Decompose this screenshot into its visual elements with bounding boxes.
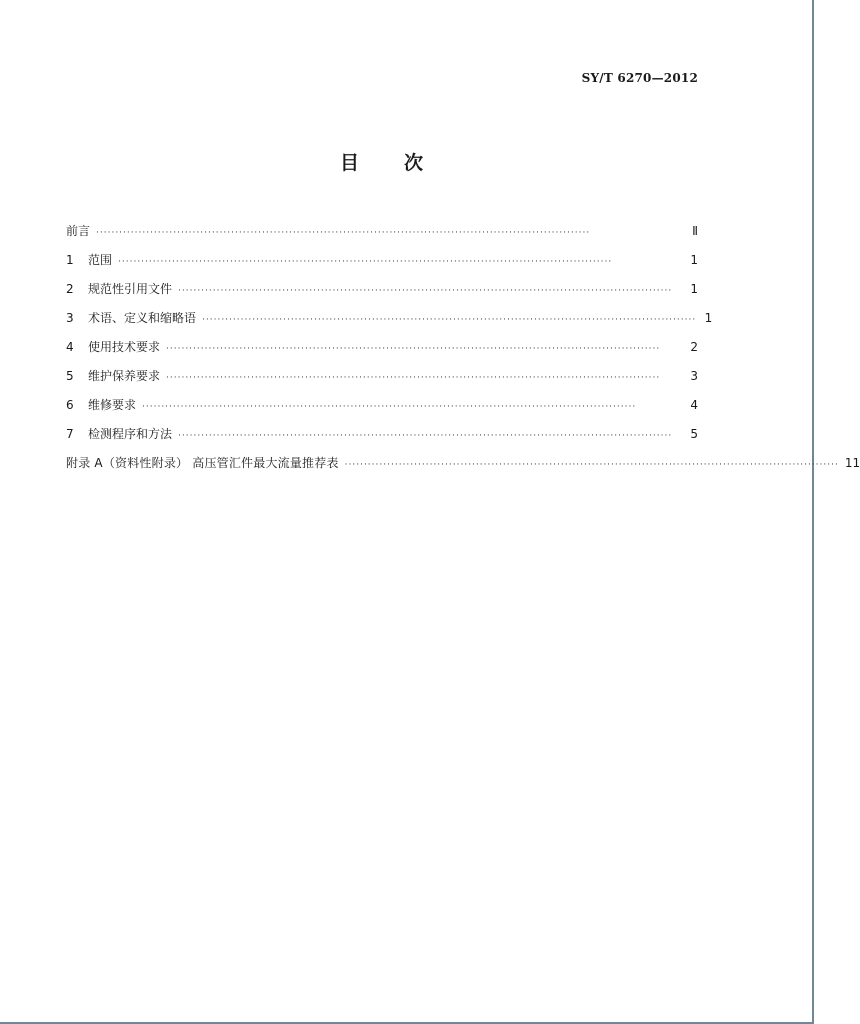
toc-title-char-1: 目: [340, 152, 360, 174]
toc-entry-3[interactable]: [66, 309, 713, 338]
toc-entry-page: 4: [690, 398, 698, 412]
toc-entry-label: 术语、定义和缩略语: [88, 311, 197, 325]
toc-entry-4[interactable]: [66, 338, 698, 367]
toc-entry-label: 检测程序和方法: [88, 427, 173, 441]
toc-entry-page: 1: [690, 253, 698, 267]
toc-entry-page: 1: [704, 311, 713, 325]
toc-entry-label: 维修要求: [88, 398, 137, 412]
toc-entry-page: 11: [844, 456, 860, 470]
toc-entry-number: 6: [66, 398, 74, 412]
toc-entry-number: 4: [66, 340, 74, 354]
table-of-contents: [66, 222, 860, 483]
toc-entry-label: 附录 A（资料性附录） 高压管汇件最大流量推荐表: [66, 456, 339, 470]
toc-entry-6[interactable]: [66, 396, 698, 425]
toc-entry-label: 范围: [88, 253, 113, 267]
toc-entry-label: 维护保养要求: [88, 369, 161, 383]
toc-leader-dots: ································································································································: [142, 402, 637, 412]
toc-entry-7[interactable]: [66, 425, 698, 454]
toc-entry-2[interactable]: [66, 280, 698, 309]
toc-title: [340, 148, 423, 175]
toc-entry-label: 规范性引用文件: [88, 282, 173, 296]
toc-leader-dots: ································································································································: [96, 228, 591, 238]
toc-entry-number: 2: [66, 282, 74, 296]
toc-entry-page: Ⅱ: [692, 224, 698, 238]
toc-entry-appendix-a[interactable]: [66, 454, 860, 483]
toc-leader-dots: ································································································································: [166, 373, 661, 383]
toc-entry-page: 3: [690, 369, 698, 383]
toc-leader-dots: ································································································································: [344, 460, 839, 470]
toc-entry-foreword[interactable]: [66, 222, 698, 251]
toc-entry-number: 7: [66, 427, 74, 441]
toc-entry-5[interactable]: [66, 367, 698, 396]
toc-entry-page: 5: [690, 427, 698, 441]
toc-entry-number: 5: [66, 369, 74, 383]
toc-leader-dots: ································································································································: [118, 257, 613, 267]
toc-entry-label: 使用技术要求: [88, 340, 161, 354]
toc-title-char-2: 次: [404, 152, 424, 174]
toc-entry-page: 1: [690, 282, 698, 296]
standard-number: SY/T 6270—2012: [581, 71, 698, 85]
toc-leader-dots: ································································································································: [202, 315, 697, 325]
toc-entry-label: 前言: [66, 224, 91, 238]
toc-entry-1[interactable]: [66, 251, 698, 280]
toc-entry-number: 1: [66, 253, 74, 267]
toc-leader-dots: ································································································································: [178, 431, 673, 441]
toc-leader-dots: ································································································································: [178, 286, 673, 296]
toc-entry-number: 3: [66, 311, 74, 325]
toc-entry-page: 2: [690, 340, 698, 354]
toc-leader-dots: ································································································································: [166, 344, 661, 354]
